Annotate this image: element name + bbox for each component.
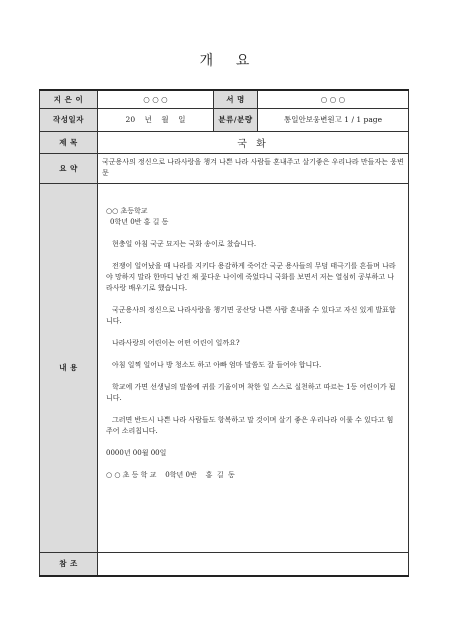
body-paragraph: 나라사랑의 어린이는 어떤 어린이 일까요? (112, 338, 240, 347)
content-body (98, 183, 409, 552)
subject-label: 제 목 (40, 131, 98, 153)
body-paragraph: 전쟁이 일어났을 때 나라를 지키다 용감하게 죽어간 국군 용사들의 무덤 태극기를 흔들며 나라야 망하지 말라 한마디 남긴 채 꽃다운 나이에 죽었다니 국화를 보면서 저는 열심히 공부하고 나라사랑 배우기로 했습니다. (106, 261, 396, 292)
content-label: 내 용 (40, 183, 98, 552)
school-line: ○○ 초등학교 (106, 206, 148, 215)
summary-label: 요 약 (40, 153, 98, 183)
body-paragraph: 학교에 가면 선생님의 말씀에 귀를 기울이며 착한 일 스스로 실천하고 따르는 1등 어린이가 됩니다. (106, 382, 396, 402)
reference-label: 참 조 (40, 552, 98, 576)
date-label: 작성일자 (40, 108, 98, 131)
document-title: 개 요 (199, 53, 251, 69)
signature-label: 서 명 (214, 90, 258, 108)
reference-value (98, 552, 409, 576)
signature-value: ○ ○ ○ (258, 90, 409, 108)
category-label: 분류/분량 (214, 108, 258, 131)
category-value: 통일안보웅변원고 1 / 1 page (258, 108, 409, 131)
summary-value: 국군용사의 정신으로 나라사랑을 챙겨 나쁜 나라 사람들 혼내주고 살기좋은 우리나라 만들자는 웅변문 (98, 153, 409, 183)
student-line: 0학년 0반 홍 길 동 (110, 217, 169, 226)
author-label: 지 은 이 (40, 90, 98, 108)
author-value: ○ ○ ○ (98, 90, 214, 108)
document-table (39, 89, 409, 577)
date-value: 20 년 월 일 (98, 108, 214, 131)
body-paragraph: 아침 일찍 일어나 방 청소도 하고 아빠 엄마 말씀도 잘 들어야 합니다. (112, 360, 322, 369)
body-paragraph: 그러면 반드시 나쁜 나라 사람들도 항복하고 말 것이며 살기 좋은 우리나라 이룰 수 있다고 힘주어 소리칩니다. (106, 415, 394, 435)
body-paragraph: 국군용사의 정신으로 나라사랑을 챙기면 공산당 나쁜 사람 혼내줄 수 있다고 자신 있게 발표합니다. (106, 305, 396, 325)
subject-value: 국 화 (98, 131, 409, 153)
date-line: 0000년 00월 00일 (106, 448, 167, 457)
body-paragraph: 현충일 아침 국군 묘지는 국화 송이로 찼습니다. (112, 239, 257, 248)
signoff-line: ○ ○ 초 등 학 교 0학년 0반 홍 길 동 (106, 470, 235, 479)
